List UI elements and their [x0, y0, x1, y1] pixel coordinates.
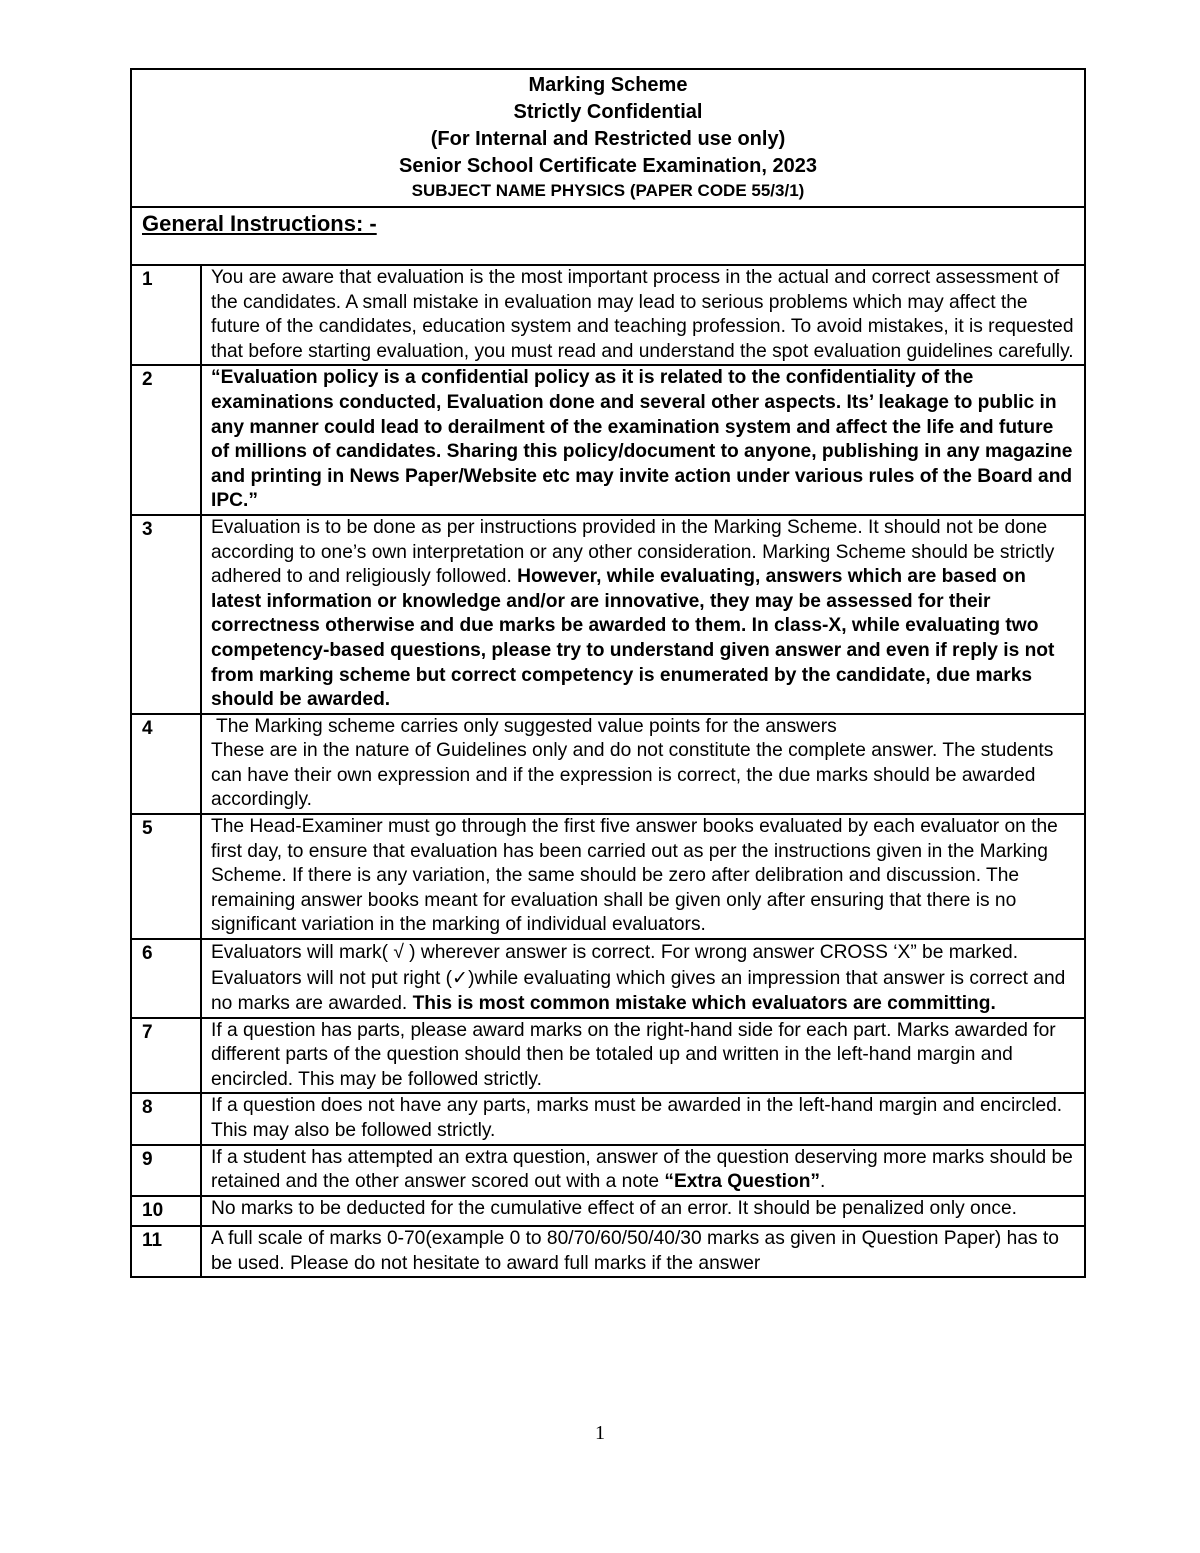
instruction-text: A full scale of marks 0-70(example 0 to 80/70/60/50/40/30 marks as given in Question Paper) has to be used. Please do not hesitate to award full marks if the answer	[211, 1228, 1059, 1274]
instruction-row	[132, 940, 1084, 1019]
instruction-number: 7	[132, 1019, 202, 1093]
instruction-row	[132, 815, 1084, 940]
instruction-text-regular: If a student has attempted an extra question, answer of the question deserving more marks should be retained and the other answer scored out with a note	[211, 1146, 1073, 1193]
instruction-text-continued: These are in the nature of Guidelines only and do not constitute the complete answer. The students can have their own expression and if the expression is correct, the due marks should be awarded accordingly.	[211, 740, 1054, 811]
header-title: Marking Scheme	[528, 74, 688, 96]
instruction-row	[132, 1019, 1084, 1095]
instruction-text	[202, 715, 1084, 813]
instruction-text	[202, 940, 1084, 1017]
header-restricted: (For Internal and Restricted use only)	[430, 128, 786, 150]
instruction-text: The Head-Examiner must go through the first five answer books evaluated by each evaluator on the first day, to ensure that evaluation has been carried out as per the instructions given in the Marking Scheme. If there is any variation, the same should be zero after delibration and discussion. The remaining answer books meant for evaluation shall be given only after ensuring that there is no significant variation in the marking of individual evaluators.	[211, 816, 1058, 936]
instruction-text-bold: “Extra Question”	[664, 1171, 821, 1193]
instruction-number: 11	[132, 1227, 202, 1276]
instruction-text-bold: However, while evaluating, answers which are based on latest information or knowledge and/or are innovative, they may be assessed for their correctness otherwise and due marks be awarded to them. In class-X, while evaluating two competency-based questions, please try to understand given answer and even if reply is not from marking scheme but correct competency is enumerated by the candidate, due marks should be awarded.	[211, 566, 1055, 711]
marking-scheme-table	[130, 68, 1086, 1278]
instruction-number: 3	[132, 516, 202, 713]
instruction-text: If a question does not have any parts, marks must be awarded in the left-hand margin and encircled. This may also be followed strictly.	[211, 1095, 1063, 1141]
header-exam: Senior School Certificate Examination, 2023	[399, 155, 817, 177]
instruction-text-line: The Marking scheme carries only suggested value points for the answers	[211, 715, 837, 737]
header-subject: SUBJECT NAME PHYSICS (PAPER CODE 55/3/1)	[411, 181, 805, 200]
instruction-row	[132, 1094, 1084, 1145]
page-number: 1	[595, 1422, 605, 1444]
instruction-text-regular: Evaluation is to be done as per instructions provided in the Marking Scheme. It should not be done according to one’s own interpretation or any other consideration. Marking Scheme should be strictly adhered to and religiously followed.	[211, 516, 1055, 588]
instruction-row	[132, 715, 1084, 815]
instruction-number: 5	[132, 815, 202, 938]
header-confidential: Strictly Confidential	[513, 101, 703, 123]
instruction-number: 1	[132, 266, 202, 364]
instruction-text: “Evaluation policy is a confidential policy as it is related to the confidentiality of the examinations conducted, Evaluation done and several other aspects. Its’ leakage to public in any manner could lead to derailment of the examination system and affect the life and future of millions of candidates. Sharing this policy/document to anyone, publishing in any magazine and printing in News Paper/Website etc may invite action under various rules of the Board and IPC.”	[211, 367, 1073, 512]
instruction-row	[132, 366, 1084, 516]
instruction-row	[132, 1227, 1084, 1276]
document-header	[132, 70, 1084, 208]
instruction-text-regular: Evaluators will mark( √ ) wherever answer is correct. For wrong answer CROSS ‘X” be marked. Evaluators will not put right (✓)while evaluating which gives an impression that answer is correct and no marks are awarded.	[211, 942, 1066, 1015]
instruction-row	[132, 516, 1084, 715]
instruction-row	[132, 1146, 1084, 1197]
instruction-number: 4	[132, 715, 202, 813]
instruction-number: 10	[132, 1197, 202, 1226]
instruction-row	[132, 266, 1084, 366]
instruction-text: You are aware that evaluation is the most important process in the actual and correct assessment of the candidates. A small mistake in evaluation may lead to serious problems which may affect the future of the candidates, education system and teaching profession. To avoid mistakes, it is requested that before starting evaluation, you must read and understand the spot evaluation guidelines carefully.	[211, 267, 1074, 362]
instruction-number: 8	[132, 1094, 202, 1143]
instruction-row	[132, 1197, 1084, 1228]
instruction-number: 6	[132, 940, 202, 1017]
instruction-text	[202, 1146, 1084, 1195]
instruction-text-tail: .	[820, 1171, 826, 1193]
general-instructions-heading: General Instructions: -	[132, 208, 1084, 266]
instruction-text: No marks to be deducted for the cumulative effect of an error. It should be penalized only once.	[211, 1197, 1017, 1219]
instruction-number: 9	[132, 1146, 202, 1195]
instruction-text: If a question has parts, please award marks on the right-hand side for each part. Marks awarded for different parts of the question should then be totaled up and written in the left-hand margin and encircled. This may be followed strictly.	[211, 1019, 1056, 1090]
instruction-text	[202, 516, 1084, 713]
instruction-text-bold: This is most common mistake which evaluators are committing.	[412, 993, 996, 1015]
instruction-number: 2	[132, 366, 202, 514]
